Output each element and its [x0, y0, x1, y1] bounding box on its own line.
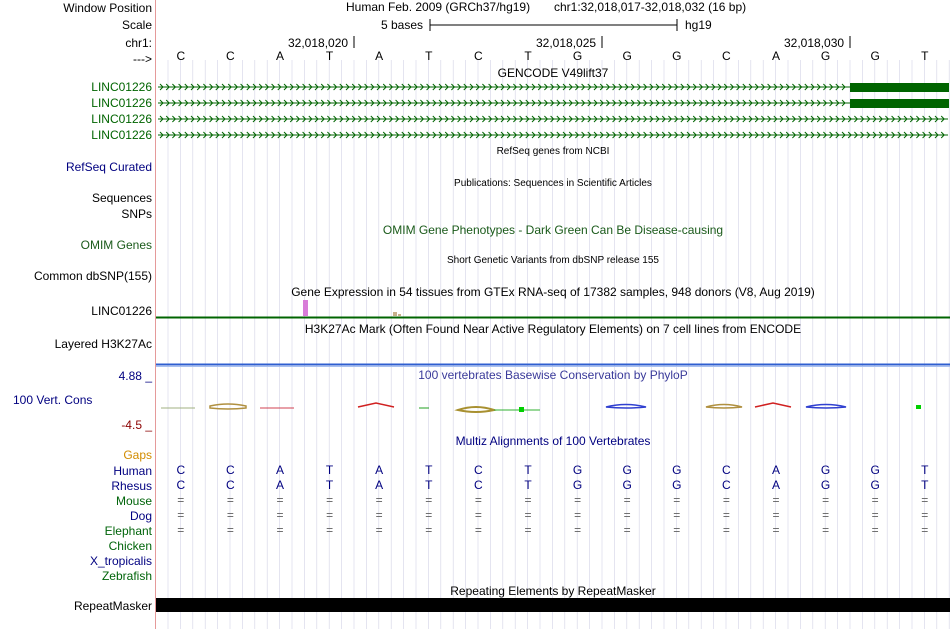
alignment-match: =	[326, 493, 334, 507]
alignment-match: =	[921, 508, 929, 522]
alignment-match: =	[226, 493, 234, 507]
alignment-match: =	[326, 523, 334, 537]
alignment-match: =	[276, 523, 284, 537]
alignment-base: T	[325, 478, 334, 492]
base-letter: T	[425, 49, 433, 63]
alignment-base: C	[176, 463, 186, 477]
base-letter: A	[375, 49, 384, 63]
alignment-match: =	[276, 508, 284, 522]
alignment-match: =	[474, 523, 482, 537]
gaps-label: Gaps	[123, 448, 152, 462]
gtex-track-label[interactable]: LINC01226	[91, 304, 152, 318]
alignment-match: =	[425, 523, 433, 537]
dbsnp-track-label[interactable]: Common dbSNP(155)	[33, 269, 152, 283]
alignment-match: =	[474, 508, 482, 522]
alignment-match: =	[921, 493, 929, 507]
base-letter: C	[226, 49, 235, 63]
alignment-match: =	[177, 493, 185, 507]
alignment-base: C	[722, 478, 731, 492]
alignment-base: C	[722, 463, 731, 477]
alignment-base: G	[572, 463, 583, 477]
gencode-transcript[interactable]	[158, 83, 949, 92]
gtex-bar	[398, 314, 401, 316]
omim-track-label[interactable]: OMIM Genes	[80, 238, 152, 252]
base-letter: G	[870, 49, 880, 63]
cons-bottom-value: -4.5 _	[121, 418, 152, 432]
gtex-bar	[393, 312, 397, 316]
alignment-match: =	[673, 508, 681, 522]
base-letter: C	[722, 49, 731, 63]
cons-track-label[interactable]: 100 Vert. Cons	[13, 393, 93, 407]
alignment-match: =	[673, 523, 681, 537]
alignment-match: =	[673, 493, 681, 507]
strand-label: --->	[133, 52, 152, 66]
base-letter: A	[275, 49, 284, 63]
alignment-base: G	[820, 463, 831, 477]
alignment-match: =	[425, 493, 433, 507]
ruler-ticks	[354, 36, 850, 48]
scale-label: Scale	[121, 18, 152, 32]
ruler-tick-label: 32,018,020	[288, 36, 349, 50]
species-xtropicalis-label: X_tropicalis	[89, 554, 152, 568]
alignment-base: A	[275, 478, 284, 492]
alignment-match: =	[722, 508, 730, 522]
gencode-track-label[interactable]: LINC01226	[91, 96, 152, 110]
window-position-label: Window Position	[63, 1, 152, 15]
base-letter: G	[820, 49, 831, 63]
gencode-track-title: GENCODE V49lift37	[497, 66, 609, 80]
alignment-base: G	[672, 478, 682, 492]
alignment-base: G	[672, 463, 682, 477]
alignment-base: T	[425, 463, 433, 477]
gencode-transcript[interactable]	[158, 132, 948, 138]
alignment-base: T	[325, 463, 334, 477]
alignment-match: =	[375, 523, 383, 537]
assembly-text: Human Feb. 2009 (GRCh37/hg19)	[346, 0, 531, 14]
alignment-match: =	[822, 508, 830, 522]
repeatmasker-track-label[interactable]: RepeatMasker	[73, 599, 152, 613]
h3k27ac-track-label[interactable]: Layered H3K27Ac	[54, 337, 152, 351]
alignment-match: =	[524, 508, 532, 522]
gencode-transcript[interactable]	[158, 116, 948, 122]
sequences-track-label[interactable]: Sequences	[91, 191, 152, 205]
alignment-match: =	[326, 508, 334, 522]
snps-track-label[interactable]: SNPs	[121, 207, 152, 221]
gtex-bar	[303, 300, 308, 316]
cons-top-value: 4.88 _	[118, 369, 152, 383]
alignment-base: G	[622, 463, 632, 477]
dbsnp-track-title: Short Genetic Variants from dbSNP release 155	[447, 255, 659, 266]
gtex-track-title: Gene Expression in 54 tissues from GTEx RNA-seq of 17382 samples, 948 donors (V8, Aug 2019)	[291, 285, 815, 299]
base-letter: T	[921, 49, 929, 63]
gencode-exon[interactable]	[850, 83, 949, 92]
refseq-track-label[interactable]: RefSeq Curated	[65, 160, 152, 174]
alignment-base: C	[226, 478, 235, 492]
alignment-match: =	[722, 523, 730, 537]
scale-text: 5 bases	[381, 18, 424, 32]
alignment-base: T	[524, 478, 532, 492]
multiz-track-title: Multiz Alignments of 100 Vertebrates	[455, 434, 651, 448]
alignment-match: =	[822, 523, 830, 537]
phylop-track-title: 100 vertebrates Basewise Conservation by PhyloP	[418, 368, 688, 382]
alignment-match: =	[871, 508, 879, 522]
species-dog-label: Dog	[129, 509, 152, 523]
scale-db: hg19	[685, 18, 712, 32]
alignment-base: G	[870, 463, 880, 477]
alignment-base: C	[474, 463, 483, 477]
alignment-match: =	[375, 493, 383, 507]
alignment-match: =	[722, 493, 730, 507]
alignment-base: A	[375, 478, 384, 492]
gencode-track-label[interactable]: LINC01226	[91, 112, 152, 126]
base-letter: G	[672, 49, 682, 63]
ruler-tick-label: 32,018,030	[784, 36, 845, 50]
alignment-base: A	[275, 463, 284, 477]
gencode-track-label[interactable]: LINC01226	[91, 80, 152, 94]
gencode-exon[interactable]	[850, 99, 949, 108]
species-chicken-label: Chicken	[108, 539, 152, 553]
alignment-match: =	[276, 493, 284, 507]
repeatmasker-track-title: Repeating Elements by RepeatMasker	[450, 584, 656, 598]
position-text[interactable]: chr1:32,018,017-32,018,032 (16 bp)	[554, 0, 747, 14]
species-human-label: Human	[113, 464, 152, 478]
alignment-base: G	[820, 478, 831, 492]
alignment-base: T	[524, 463, 532, 477]
base-letter: T	[325, 49, 334, 63]
alignment-match: =	[574, 493, 582, 507]
ruler-tick-label: 32,018,025	[536, 36, 597, 50]
species-zebrafish-label: Zebrafish	[101, 569, 152, 583]
alignment-base: G	[572, 478, 583, 492]
alignment-match: =	[425, 508, 433, 522]
chrom-label: chr1:	[125, 36, 152, 50]
alignment-match: =	[772, 523, 780, 537]
species-rhesus-label: Rhesus	[111, 479, 152, 493]
alignment-base: A	[375, 463, 384, 477]
alignment-match: =	[772, 493, 780, 507]
base-letter: C	[176, 49, 186, 63]
alignment-match: =	[375, 508, 383, 522]
alignment-match: =	[524, 523, 532, 537]
alignment-base: C	[226, 463, 235, 477]
scale-bar	[430, 19, 677, 31]
alignment-match: =	[921, 523, 929, 537]
refseq-track-title: RefSeq genes from NCBI	[496, 146, 610, 157]
species-elephant-label: Elephant	[104, 524, 152, 538]
alignment-match: =	[623, 508, 631, 522]
alignment-base: A	[771, 478, 780, 492]
alignment-match: =	[871, 493, 879, 507]
alignment-match: =	[474, 493, 482, 507]
alignment-base: T	[425, 478, 433, 492]
alignment-match: =	[177, 523, 185, 537]
gencode-transcript[interactable]	[158, 99, 949, 108]
base-letter: G	[622, 49, 632, 63]
gencode-track-label[interactable]: LINC01226	[91, 128, 152, 142]
alignment-match: =	[177, 508, 185, 522]
alignment-match: =	[772, 508, 780, 522]
alignment-match: =	[226, 523, 234, 537]
alignment-match: =	[524, 493, 532, 507]
alignment-match: =	[871, 523, 879, 537]
alignment-base: T	[921, 463, 929, 477]
alignment-base: T	[921, 478, 929, 492]
gencode-gene-models[interactable]	[158, 83, 949, 138]
alignment-base: G	[622, 478, 632, 492]
h3k27ac-track-title: H3K27Ac Mark (Often Found Near Active Regulatory Elements) on 7 cell lines from ENCODE	[304, 322, 802, 336]
publications-track-title: Publications: Sequences in Scientific Articles	[454, 178, 652, 189]
phylop-signal	[161, 403, 921, 412]
species-mouse-label: Mouse	[115, 494, 152, 508]
alignment-match: =	[574, 523, 582, 537]
alignment-base: C	[176, 478, 186, 492]
alignment-match: =	[623, 523, 631, 537]
alignment-base: C	[474, 478, 483, 492]
alignment-base: A	[771, 463, 780, 477]
base-letter: A	[771, 49, 780, 63]
omim-track-title: OMIM Gene Phenotypes - Dark Green Can Be Disease-causing	[382, 223, 724, 237]
alignment-match: =	[822, 493, 830, 507]
base-letter: C	[474, 49, 483, 63]
alignment-match: =	[226, 508, 234, 522]
alignment-match: =	[623, 493, 631, 507]
base-letter: T	[524, 49, 532, 63]
alignment-match: =	[574, 508, 582, 522]
repeatmasker-element[interactable]	[156, 598, 950, 612]
base-letter: G	[572, 49, 583, 63]
alignment-base: G	[870, 478, 880, 492]
